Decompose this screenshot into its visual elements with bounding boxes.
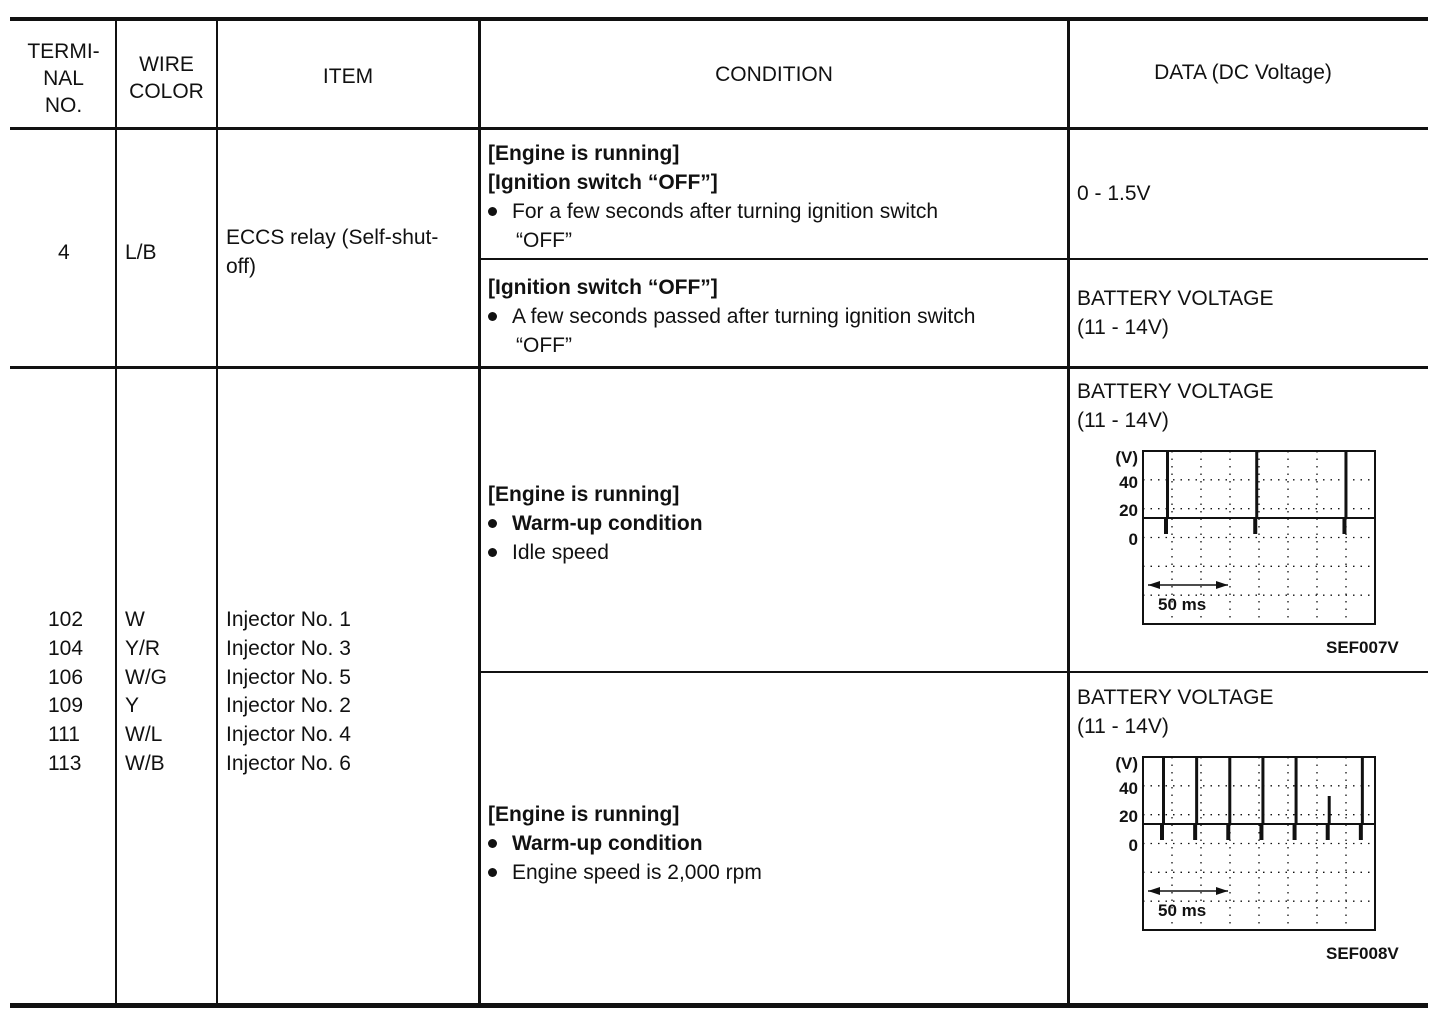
scope-unit-label: (V) — [1115, 448, 1138, 467]
row1-data-a: 0 - 1.5V — [1077, 182, 1151, 205]
time-scale-right-arrow-icon — [1216, 887, 1228, 895]
row2-data-a — [1077, 377, 1273, 435]
header-wire-color — [117, 51, 216, 105]
row2-data-b-line1: BATTERY VOLTAGE — [1077, 686, 1274, 709]
row1-cond-b-bullet — [488, 302, 975, 331]
row1-wire-color: L/B — [125, 241, 157, 264]
row2-data-b — [1077, 683, 1273, 741]
wire-color-w-l: W/L — [125, 723, 163, 747]
row2-cond-b-bullet1-text: Warm-up condition — [512, 832, 703, 855]
header-bottom-rule — [10, 127, 1428, 130]
row1-item-line1: ECCS relay (Self-shut- — [226, 226, 439, 249]
row1-data-b — [1077, 284, 1273, 342]
oscilloscope-2000rpm — [1100, 751, 1400, 941]
row1-item-line2: off) — [226, 255, 256, 278]
injector-1: Injector No. 1 — [226, 608, 351, 631]
header-terminal-line2: NAL — [43, 67, 84, 90]
row1-cond-a-bullet-cont: “OFF” — [516, 229, 572, 252]
oscilloscope-idle-svg — [1100, 445, 1400, 630]
terminal-104: 104 — [48, 636, 84, 660]
bullet-icon — [488, 839, 497, 848]
row2-items — [226, 606, 351, 779]
injector-6: Injector No. 6 — [226, 751, 351, 775]
row2-data-a-line1: BATTERY VOLTAGE — [1077, 380, 1274, 403]
wire-color-w: W — [125, 608, 145, 631]
row2-terminals — [48, 606, 83, 779]
header-wire-line2: COLOR — [129, 80, 204, 103]
header-terminal-line3: NO. — [44, 94, 83, 117]
wire-color-w-b: W/B — [125, 751, 165, 775]
bullet-icon — [488, 312, 497, 321]
bullet-icon — [488, 548, 497, 557]
header-terminal-no — [12, 38, 115, 119]
col-divider-1 — [115, 19, 117, 1007]
scope-waveform — [1143, 758, 1375, 839]
header-terminal-line1: TERMI- — [27, 40, 100, 63]
wire-color-y: Y — [125, 694, 140, 718]
col-divider-4 — [1067, 19, 1070, 1007]
oscilloscope-2000rpm-svg — [1100, 751, 1400, 936]
bullet-icon — [488, 868, 497, 877]
row1-terminal: 4 — [58, 241, 70, 264]
oscilloscope-idle — [1100, 445, 1400, 635]
row1-condition-a — [488, 139, 938, 255]
row1-bottom-rule — [10, 366, 1428, 369]
row2-condition-a — [488, 480, 703, 567]
scope-tick-0: 0 — [1128, 836, 1138, 855]
injector-2: Injector No. 2 — [226, 694, 351, 718]
bullet-icon — [488, 207, 497, 216]
row1-data-b-line1: BATTERY VOLTAGE — [1077, 287, 1274, 310]
scope-tick-0: 0 — [1128, 530, 1138, 549]
col-divider-2 — [216, 19, 218, 1007]
row2-cond-a-bullet2 — [488, 538, 703, 567]
row2-cond-a-bullet1 — [488, 509, 703, 538]
terminal-113: 113 — [48, 751, 82, 775]
row2-data-a-line2: (11 - 14V) — [1077, 409, 1169, 432]
terminal-102: 102 — [48, 608, 84, 631]
terminal-106: 106 — [48, 665, 84, 689]
row1-cond-a-line1: [Engine is running] — [488, 142, 680, 165]
injector-4: Injector No. 4 — [226, 723, 351, 747]
row1-split-rule — [479, 258, 1428, 260]
row1-data-b-line2: (11 - 14V) — [1077, 316, 1169, 339]
header-wire-line1: WIRE — [139, 53, 194, 76]
bullet-icon — [488, 519, 497, 528]
injector-3: Injector No. 3 — [226, 636, 351, 660]
scope-waveform — [1143, 452, 1375, 533]
row2-wire-colors — [125, 606, 167, 779]
wire-color-y-r: Y/R — [125, 636, 161, 660]
wire-color-w-g: W/G — [125, 665, 167, 689]
header-condition: CONDITION — [715, 63, 833, 86]
row2-cond-a-bullet2-text: Idle speed — [512, 541, 609, 564]
row2-condition-b — [488, 800, 762, 887]
injector-5: Injector No. 5 — [226, 665, 351, 689]
row2-cond-b-line1: [Engine is running] — [488, 803, 680, 826]
row2-cond-a-bullet1-text: Warm-up condition — [512, 512, 703, 535]
row1-item — [226, 223, 438, 281]
scope-tick-40: 40 — [1119, 779, 1138, 798]
row2-cond-b-bullet2-text: Engine speed is 2,000 rpm — [512, 861, 762, 884]
time-scale-left-arrow-icon — [1148, 581, 1160, 589]
row1-cond-b-bullet-cont: “OFF” — [516, 334, 572, 357]
row1-cond-a-bullet — [488, 197, 938, 226]
row1-cond-b-bullet-text: A few seconds passed after turning ignition switch — [512, 305, 976, 328]
scope-time-label: 50 ms — [1158, 595, 1207, 614]
row1-cond-b-line1: [Ignition switch “OFF”] — [488, 276, 718, 299]
row1-condition-b — [488, 273, 975, 360]
header-item: ITEM — [322, 65, 374, 88]
header-data: DATA (DC Voltage) — [1154, 61, 1332, 84]
row2-cond-a-line1: [Engine is running] — [488, 483, 680, 506]
terminal-111: 111 — [48, 723, 80, 747]
terminal-109: 109 — [48, 694, 84, 718]
row2-data-b-line2: (11 - 14V) — [1077, 715, 1169, 738]
figure-ref-sef008v: SEF008V — [1326, 944, 1399, 963]
row2-cond-b-bullet1 — [488, 829, 762, 858]
scope-tick-20: 20 — [1119, 501, 1138, 520]
scope-unit-label: (V) — [1115, 754, 1138, 773]
scope-tick-40: 40 — [1119, 473, 1138, 492]
figure-ref-sef007v: SEF007V — [1326, 638, 1399, 657]
row1-cond-a-bullet-text: For a few seconds after turning ignition switch — [512, 200, 939, 223]
scope-time-label: 50 ms — [1158, 901, 1207, 920]
row2-cond-b-bullet2 — [488, 858, 762, 887]
time-scale-right-arrow-icon — [1216, 581, 1228, 589]
col-divider-3 — [478, 19, 481, 1007]
table-bottom-rule — [10, 1003, 1428, 1008]
time-scale-left-arrow-icon — [1148, 887, 1160, 895]
row1-cond-a-line2: [Ignition switch “OFF”] — [488, 171, 718, 194]
row2-split-rule — [481, 671, 1428, 673]
table-top-rule — [10, 17, 1428, 21]
scope-tick-20: 20 — [1119, 807, 1138, 826]
